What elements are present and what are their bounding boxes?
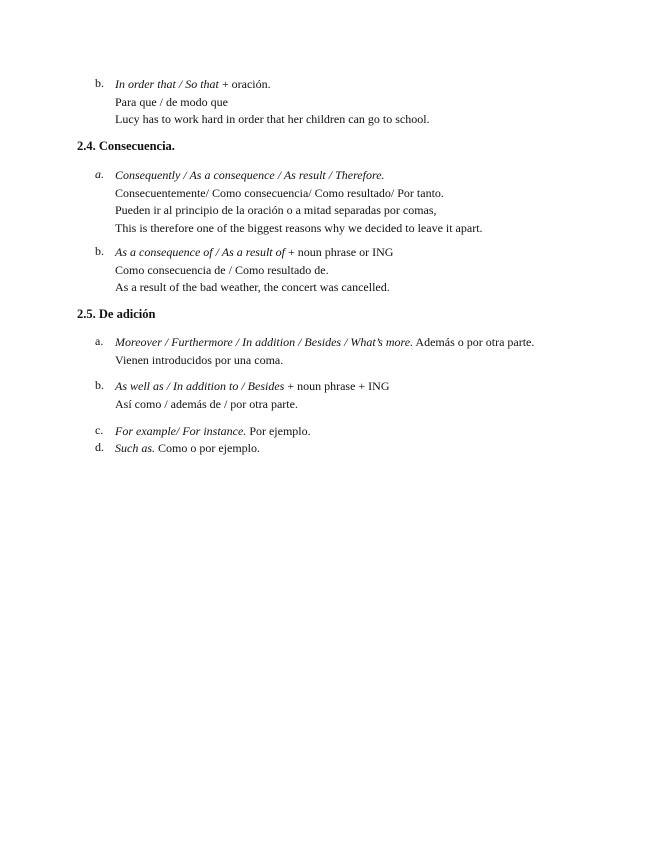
list-item-such-as (95, 440, 615, 458)
line-text: + noun phrase + ING (284, 379, 390, 393)
line-text: Como o por ejemplo. (155, 441, 260, 455)
list-item-for-example (95, 423, 615, 441)
section-heading-consecuencia: 2.4. Consecuencia. (77, 139, 175, 153)
italic-term: For example/ For instance. (115, 424, 247, 438)
list-item-as-well-as (95, 378, 615, 413)
list-item-moreover (95, 334, 615, 369)
item-line-1 (115, 440, 615, 458)
item-line-1 (115, 378, 615, 396)
item-line-3: Lucy has to work hard in order that her children can go to school. (115, 112, 430, 126)
section-heading-de-adicion: 2.5. De adición (77, 307, 156, 321)
italic-term: Moreover / Furthermore / In addition / Besides / What’s more. (115, 335, 414, 349)
list-marker: b. (95, 244, 104, 258)
item-line-1 (115, 423, 615, 441)
item-line-1 (115, 76, 615, 94)
list-item-consequently (95, 167, 615, 237)
list-marker: b. (95, 76, 104, 90)
italic-term: As a consequence of / As a result of (115, 245, 285, 259)
italic-term: In order that / So that (115, 77, 219, 91)
item-line-2: Como consecuencia de / Como resultado de. (115, 262, 329, 277)
line-text: + noun phrase or ING (284, 245, 394, 259)
list-marker: c. (95, 423, 104, 437)
list-marker: d. (95, 440, 104, 454)
list-marker: a. (95, 167, 104, 181)
line-text: Por ejemplo. (246, 424, 311, 438)
list-marker: b. (95, 378, 104, 392)
line-text: + oración. (218, 77, 271, 91)
line-text: Además o por otra parte. (413, 335, 535, 349)
italic-term: Such as. (115, 441, 155, 455)
italic-term: As well as / In addition to / Besides (115, 379, 285, 393)
list-item-in-order-that (95, 76, 615, 129)
item-line-1 (115, 334, 615, 352)
item-line-3: Pueden ir al principio de la oración o a mitad separadas por comas, (115, 203, 437, 217)
item-line-1: Consequently / As a consequence / As result / Therefore. (115, 168, 385, 182)
list-marker: a. (95, 334, 104, 348)
item-line-3: As a result of the bad weather, the concert was cancelled. (115, 280, 390, 294)
item-line-2: Vienen introducidos por una coma. (115, 352, 284, 367)
item-line-2: Consecuentemente/ Como consecuencia/ Como resultado/ Por tanto. (115, 185, 444, 200)
item-line-4: This is therefore one of the biggest reasons why we decided to leave it apart. (115, 220, 483, 235)
item-line-1 (115, 244, 615, 262)
item-line-2: Para que / de modo que (115, 94, 228, 109)
list-item-as-a-consequence-of (95, 244, 615, 297)
item-line-2: Así como / además de / por otra parte. (115, 396, 298, 411)
